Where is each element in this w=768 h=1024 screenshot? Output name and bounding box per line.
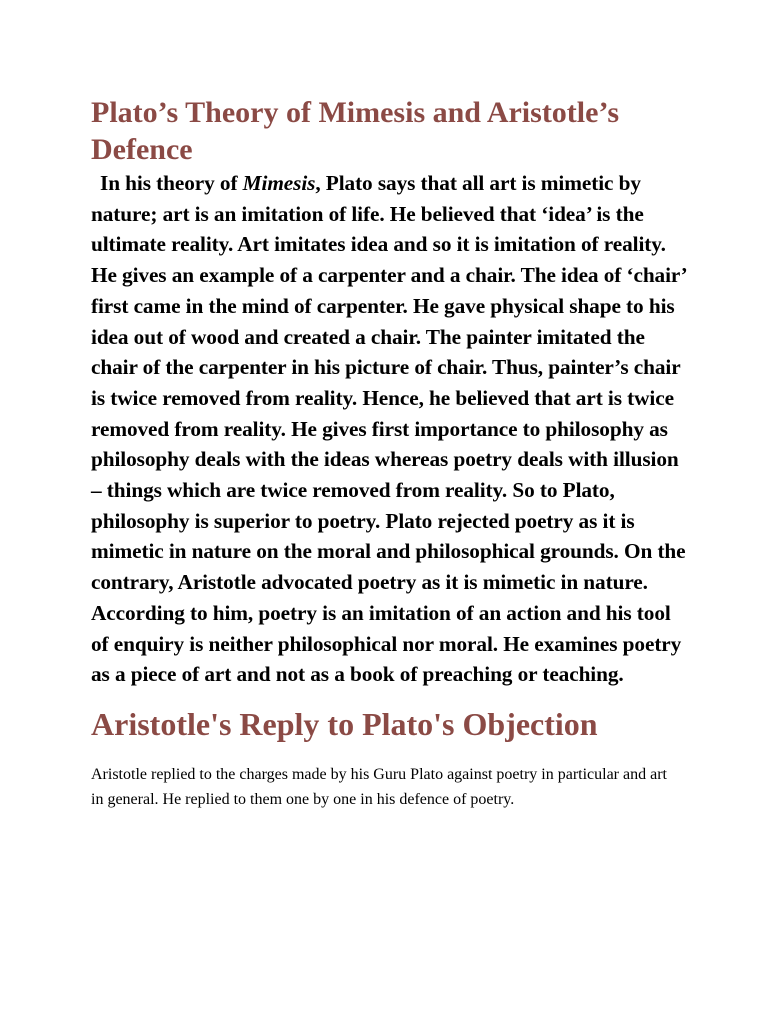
paragraph-body: , Plato says that all art is mimetic by nature; art is an imitation of life. He believed that ‘idea’ is the ultimate reality. Art imitates idea and so it is imitation of reality. He gives an example of a carpenter and a chair. The idea of ‘chair’ first came in the mind of carpenter. He gave physical shape to his idea out of wood and created a chair. The painter imitated the chair of the carpenter in his picture of chair. Thus, painter’s chair is twice removed from reality. Hence, he believed that art is twice removed from reality. He gives first importance to philosophy as philosophy deals with the ideas whereas poetry deals with illusion – things which are twice removed from reality. So to Plato, philosophy is superior to poetry. Plato rejected poetry as it is mimetic in nature on the moral and philosophical grounds. On the contrary, Aristotle advocated poetry as it is mimetic in nature. According to him, poetry is an imitation of an action and his tool of enquiry is neither philosophical nor moral. He examines poetry as a piece of art and not as a book of preaching or teaching. bbox=[91, 171, 687, 687]
mimesis-term: Mimesis bbox=[242, 171, 316, 195]
section-title-mimesis: Plato’s Theory of Mimesis and Aristotle’s Defence bbox=[91, 96, 620, 166]
paragraph-intro: In his theory of bbox=[100, 171, 243, 195]
reply-paragraph: Aristotle replied to the charges made by his Guru Plato against poetry in particular and art in general. He replied to them one by one in his defence of poetry. bbox=[91, 765, 667, 808]
section-title-reply: Aristotle's Reply to Plato's Objection bbox=[91, 705, 598, 742]
mimesis-paragraph bbox=[91, 168, 691, 690]
document-page bbox=[91, 94, 691, 812]
